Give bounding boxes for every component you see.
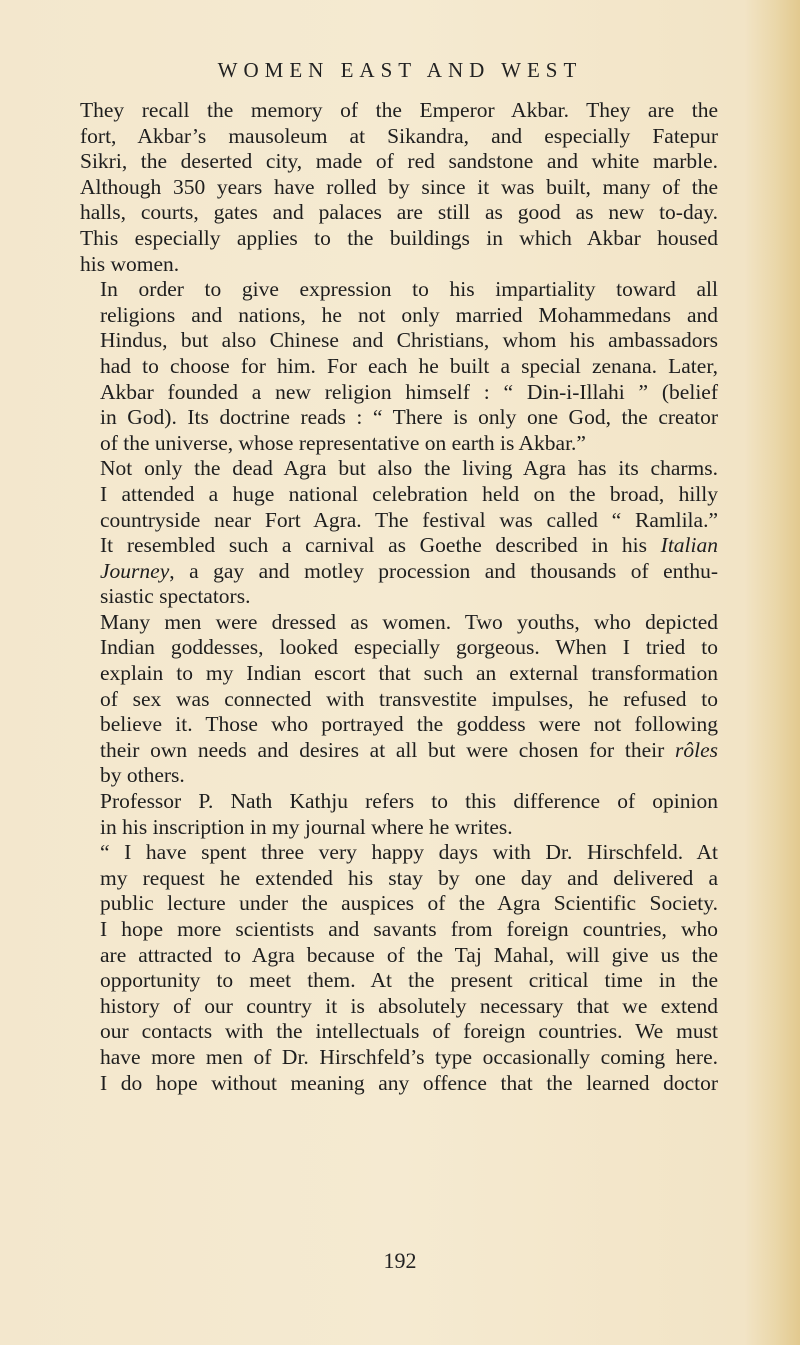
text-line: his women. bbox=[80, 251, 180, 276]
paragraph bbox=[80, 456, 718, 610]
text-line: in his inscription in my journal where he writes. bbox=[100, 814, 513, 839]
text-line: had to choose for him. For each he built a special zenana. Later, bbox=[100, 353, 718, 378]
text-line: This especially applies to the buildings in which Akbar housed bbox=[80, 225, 718, 250]
text-line: explain to my Indian escort that such an external transformation bbox=[100, 661, 718, 686]
paragraph bbox=[80, 789, 718, 840]
paragraph bbox=[80, 277, 718, 456]
running-head: WOMEN EAST AND WEST bbox=[217, 58, 583, 82]
text-line: are attracted to Agra because of the Taj Mahal, will give us the bbox=[100, 942, 718, 967]
paragraph bbox=[80, 840, 718, 1096]
text-line: Akbar founded a new religion himself : “ Din-i-Illahi ” (belief bbox=[100, 379, 718, 404]
text-line: Not only the dead Agra but also the living Agra has its charms. bbox=[100, 456, 718, 481]
text-line: “ I have spent three very happy days with Dr. Hirschfeld. At bbox=[100, 840, 718, 865]
text-line: They recall the memory of the Emperor Akbar. They are the bbox=[80, 98, 718, 122]
text-line: Indian goddesses, looked especially gorgeous. When I tried to bbox=[100, 635, 718, 660]
text-line: history of our country it is absolutely necessary that we extend bbox=[100, 993, 718, 1018]
text-line: halls, courts, gates and palaces are still as good as new to-day. bbox=[80, 200, 718, 225]
text-line: Professor P. Nath Kathju refers to this difference of opinion bbox=[100, 789, 718, 814]
body-text bbox=[80, 98, 718, 1096]
text-line: my request he extended his stay by one day and delivered a bbox=[100, 865, 718, 890]
text-line: opportunity to meet them. At the present critical time in the bbox=[100, 968, 718, 993]
text-line: religions and nations, he not only married Mohammedans and bbox=[100, 302, 718, 327]
text-line: public lecture under the auspices of the Agra Scientific Society. bbox=[100, 891, 718, 916]
text-line: Hindus, but also Chinese and Christians, whom his ambassadors bbox=[100, 328, 718, 353]
text-line: Journey, a gay and motley procession and thousands of enthu- bbox=[100, 558, 718, 583]
text-line: have more men of Dr. Hirschfeld’s type occasionally coming here. bbox=[100, 1044, 718, 1069]
text-line: in God). Its doctrine reads : “ There is only one God, the creator bbox=[100, 405, 718, 430]
text-line: by others. bbox=[100, 763, 185, 788]
text-line: siastic spectators. bbox=[100, 584, 251, 609]
text-line: countryside near Fort Agra. The festival was called “ Ramlila.” bbox=[100, 507, 718, 532]
page-number: 192 bbox=[383, 1248, 417, 1273]
text-line: I hope more scientists and savants from foreign countries, who bbox=[100, 917, 718, 941]
text-line: Although 350 years have rolled by since it was built, many of the bbox=[80, 174, 718, 199]
paragraph bbox=[80, 98, 718, 277]
text-line: I do hope without meaning any offence that the learned doctor bbox=[100, 1070, 718, 1095]
text-line: believe it. Those who portrayed the goddess were not following bbox=[100, 712, 718, 737]
text-line: their own needs and desires at all but were chosen for their rôles bbox=[100, 737, 718, 762]
text-line: of sex was connected with transvestite impulses, he refused to bbox=[100, 686, 718, 711]
text-line: I attended a huge national celebration held on the broad, hilly bbox=[100, 481, 718, 506]
text-line: It resembled such a carnival as Goethe described in his Italian bbox=[100, 533, 718, 558]
text-line: our contacts with the intellectuals of foreign countries. We must bbox=[100, 1019, 718, 1044]
text-line: Many men were dressed as women. Two youths, who depicted bbox=[100, 609, 718, 634]
text-line: of the universe, whose representative on earth is Akbar.” bbox=[100, 430, 586, 455]
text-line: fort, Akbar’s mausoleum at Sikandra, and especially Fatepur bbox=[80, 123, 718, 148]
text-line: In order to give expression to his impartiality toward all bbox=[100, 277, 718, 302]
paragraph bbox=[80, 610, 718, 789]
text-line: Sikri, the deserted city, made of red sandstone and white marble. bbox=[80, 149, 718, 174]
